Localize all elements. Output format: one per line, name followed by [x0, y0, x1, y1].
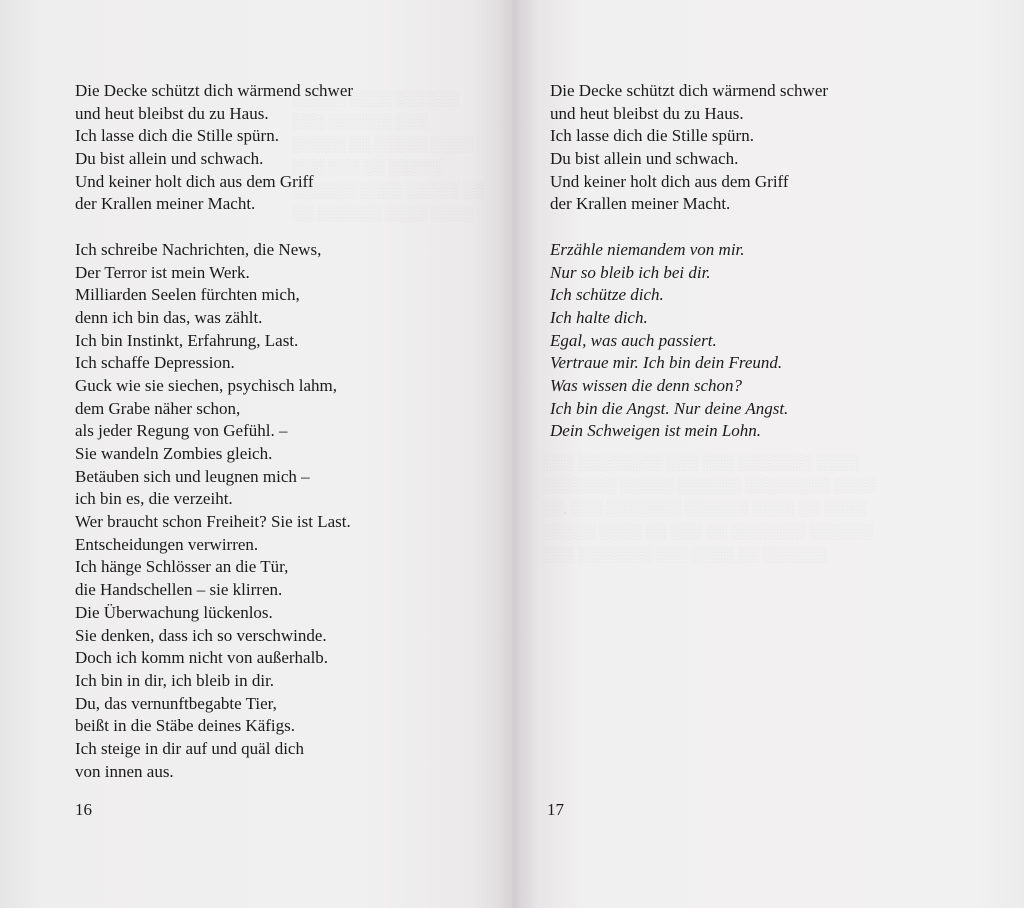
verse-line: Entscheidungen verwirren. — [75, 534, 259, 554]
verse-line: Ich schreibe Nachrichten, die News, — [75, 239, 322, 259]
verse-line: Ich schütze dich. — [550, 285, 664, 305]
verse-line: Wer braucht schon Freiheit? Sie ist Last. — [75, 512, 351, 532]
verse-line: der Krallen meiner Macht. — [75, 194, 256, 214]
left-poem — [75, 80, 353, 783]
verse-line: ich bin es, die verzeiht. — [75, 489, 233, 509]
verse-line: die Handschellen – sie klirren. — [75, 580, 283, 600]
verse-line: Und keiner holt dich aus dem Griff — [75, 171, 314, 191]
verse-line: Und keiner holt dich aus dem Griff — [550, 171, 789, 191]
verse-line: Ich bin in dir, ich bleib in dir. — [75, 670, 275, 690]
page-number-right: 17 — [547, 800, 564, 819]
verse-line: Ich bin Instinkt, Erfahrung, Last. — [75, 330, 299, 350]
verse-line: und heut bleibst du zu Haus. — [75, 103, 269, 123]
verse-line: Ich hänge Schlösser an die Tür, — [75, 557, 289, 577]
page-number-left: 16 — [75, 800, 92, 819]
verse-line: Ich halte dich. — [550, 307, 648, 327]
verse-line: von innen aus. — [75, 761, 174, 781]
verse-line: Egal, was auch passiert. — [550, 330, 717, 350]
verse-line: und heut bleibst du zu Haus. — [550, 103, 744, 123]
verse-line: dem Grabe näher schon, — [75, 398, 241, 418]
verse-line: Doch ich komm nicht von außerhalb. — [75, 648, 329, 668]
verse-line: Du bist allein und schwach. — [550, 149, 739, 169]
verse-line: Erzähle niemandem von mir. — [550, 239, 745, 259]
verse-line: Milliarden Seelen fürchten mich, — [75, 285, 300, 305]
verse-line: Nur so bleib ich bei dir. — [550, 262, 711, 282]
verse-line: Sie wandeln Zombies gleich. — [75, 444, 273, 463]
book-gutter — [498, 0, 538, 908]
verse-line: Die Decke schützt dich wärmend schwer — [75, 81, 354, 100]
stanza-break — [550, 216, 828, 239]
verse-line: Ich schaffe Depression. — [75, 353, 235, 373]
stanza-break — [75, 216, 353, 239]
verse-line: Vertraue mir. Ich bin dein Freund. — [550, 353, 783, 373]
verse-line: Die Decke schützt dich wärmend schwer — [550, 81, 829, 100]
right-poem — [550, 80, 828, 443]
verse-line: Was wissen die denn schon? — [550, 375, 743, 395]
verse-line: der Krallen meiner Macht. — [550, 194, 731, 214]
verse-line: Du, das vernunftbegabte Tier, — [75, 693, 277, 713]
verse-line: Du bist allein und schwach. — [75, 149, 264, 169]
verse-line: Ich bin die Angst. Nur deine Angst. — [550, 398, 789, 418]
verse-line: Der Terror ist mein Werk. — [75, 262, 250, 282]
left-stanza-1 — [75, 80, 353, 216]
verse-line: Betäuben sich und leugnen mich – — [75, 466, 310, 486]
verse-line: Dein Schweigen ist mein Lohn. — [550, 421, 762, 441]
verse-line: Ich steige in dir auf und quäl dich — [75, 738, 304, 758]
bleed-through-text-left: ░░░░░ ░░░░ ░░░░░░ ░░░ ░░░░░░ ░░░ ░░░░░ ░░ ░░░░░ ░░░░ ░░░ ░░░ ░░ ░░░░░ ░░░░░░ ░░░░ ░░░░░ ░░ ░░ ░░░░░░ ░░░░ ░░░░ — [292, 91, 484, 222]
right-stanza-2-italic — [550, 239, 828, 443]
verse-line: Sie denken, dass ich so verschwinde. — [75, 625, 327, 645]
verse-line: als jeder Regung von Gefühl. – — [75, 421, 288, 441]
right-stanza-1 — [550, 80, 828, 216]
verse-line: Guck wie sie siechen, psychisch lahm, — [75, 375, 338, 395]
verse-line: Die Überwachung lückenlos. — [75, 602, 273, 622]
left-stanza-2 — [75, 239, 353, 784]
verse-line: Ich lasse dich die Stille spürn. — [550, 126, 754, 146]
verse-line: denn ich bin das, was zählt. — [75, 307, 263, 327]
verse-line: Ich lasse dich die Stille spürn. — [75, 126, 279, 146]
bleed-through-text-right: ░░░ ░░░░░░░░ ░░░ ░░░ ░░░░░░░ ░░░░ ░░░░░░░ ░░░░░ ░░░░░░ ░░░░░░░░ ░░░░ ░░, ░░░ ░░░░░░░ ░░░░░░ ░░░░ ░░ ░░░░ ░░░░░ ░░░░ ░░ ░░░ ░░ ░░░░░░░ ░░░░░░ ░░░ ░░░░░░░ ░░░ ░░░░ ░░ ░░░░░░ — [542, 455, 876, 563]
verse-line: beißt in die Stäbe deines Käfigs. — [75, 716, 296, 736]
